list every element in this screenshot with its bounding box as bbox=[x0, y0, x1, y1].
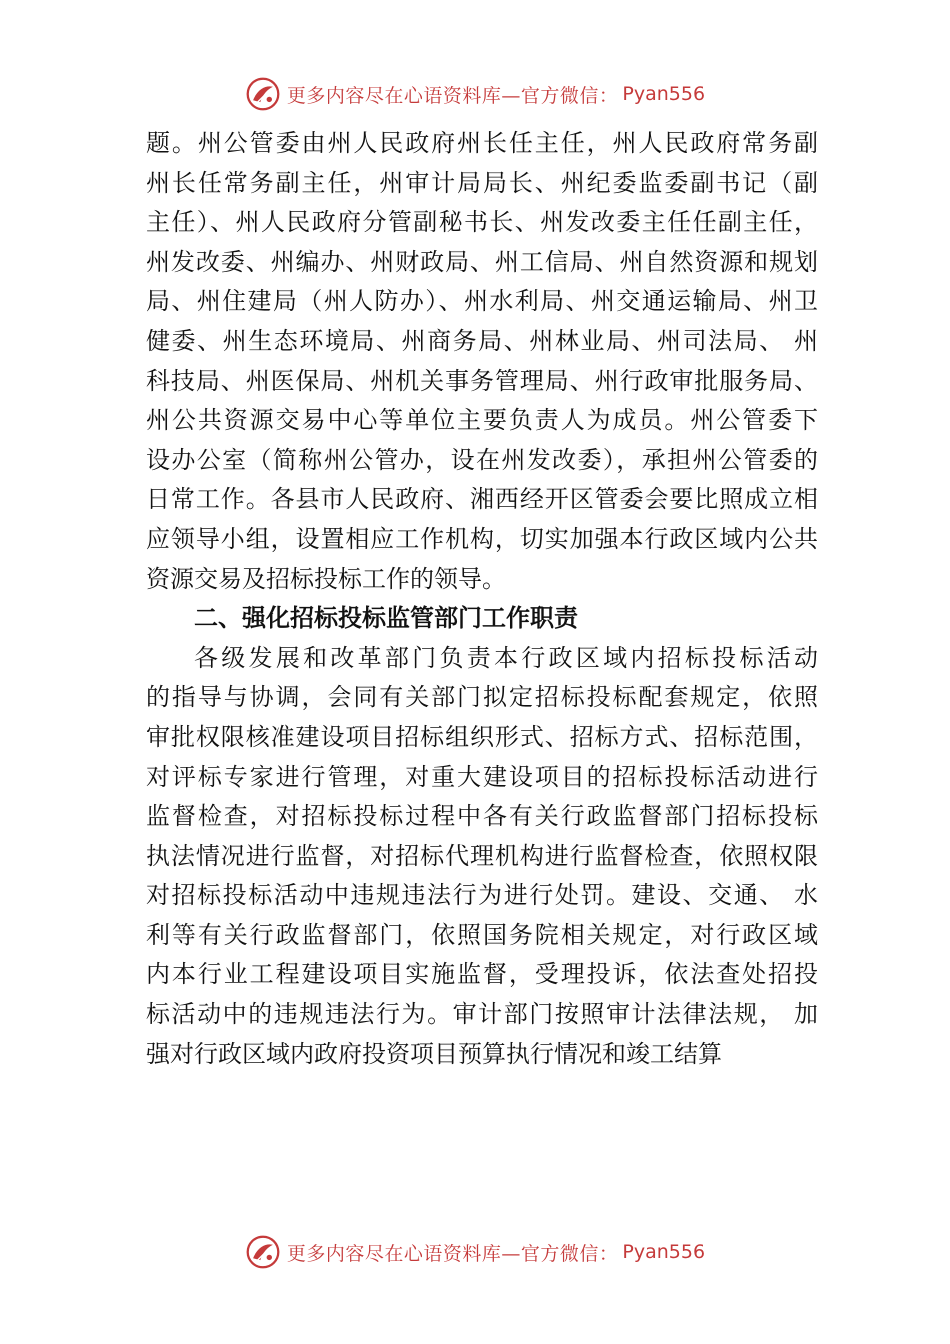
logo-icon bbox=[245, 76, 281, 112]
text-line: 审批权限核准建设项目招标组织形式、招标方式、招标范围， bbox=[146, 722, 818, 751]
text-line: 对招标投标活动中违规违法行为进行处罚。建设、交通、 水 bbox=[146, 881, 818, 910]
text-line: 的指导与协调，会同有关部门拟定招标投标配套规定，依照 bbox=[146, 683, 818, 712]
text-line: 内本行业工程建设项目实施监督，受理投诉，依法查处招投 bbox=[146, 960, 818, 989]
footer-banner bbox=[0, 1230, 950, 1274]
text-line: 应领导小组，设置相应工作机构，切实加强本行政区域内公共 bbox=[146, 524, 818, 553]
banner-wechat-id: Pyan556 bbox=[622, 83, 706, 105]
text-line: 执法情况进行监督，对招标代理机构进行监督检查，依照权限 bbox=[146, 841, 818, 870]
text-line: 标活动中的违规违法行为。审计部门按照审计法律法规， 加 bbox=[146, 1000, 818, 1029]
text-line: 监督检查，对招标投标过程中各有关行政监督部门招标投标 bbox=[146, 802, 818, 831]
banner-text: 更多内容尽在心语资料库—官方微信： bbox=[286, 84, 619, 107]
banner-text: 更多内容尽在心语资料库—官方微信： bbox=[286, 1242, 619, 1265]
section-heading: 二、强化招标投标监管部门工作职责 bbox=[194, 604, 578, 633]
logo-icon bbox=[245, 1234, 281, 1270]
text-line: 州发改委、州编办、州财政局、州工信局、州自然资源和规划 bbox=[146, 247, 818, 276]
text-line: 利等有关行政监督部门，依照国务院相关规定，对行政区域 bbox=[146, 920, 818, 949]
text-line: 强对行政区域内政府投资项目预算执行情况和竣工结算 bbox=[146, 1039, 722, 1068]
document-body bbox=[146, 124, 818, 1074]
text-line: 日常工作。各县市人民政府、湘西经开区管委会要比照成立相 bbox=[146, 485, 818, 514]
text-line: 主任）、州人民政府分管副秘书长、州发改委主任任副主任， bbox=[146, 208, 818, 237]
text-line: 科技局、州医保局、州机关事务管理局、州行政审批服务局、 bbox=[146, 366, 818, 395]
text-line: 州长任常务副主任，州审计局局长、州纪委监委副书记（副 bbox=[146, 168, 818, 197]
header-banner bbox=[0, 72, 950, 116]
text-line: 健委、州生态环境局、州商务局、州林业局、州司法局、 州 bbox=[146, 326, 818, 355]
banner-wechat-id: Pyan556 bbox=[622, 1241, 706, 1263]
text-line: 局、州住建局（州人防办）、州水利局、州交通运输局、州卫 bbox=[146, 287, 818, 316]
text-line: 资源交易及招标投标工作的领导。 bbox=[146, 564, 506, 593]
text-line: 对评标专家进行管理，对重大建设项目的招标投标活动进行 bbox=[146, 762, 818, 791]
text-line: 题。州公管委由州人民政府州长任主任，州人民政府常务副 bbox=[146, 129, 818, 157]
text-line: 设办公室（简称州公管办，设在州发改委），承担州公管委的 bbox=[146, 445, 818, 474]
text-line: 州公共资源交易中心等单位主要负责人为成员。州公管委下 bbox=[146, 406, 818, 435]
text-line: 各级发展和改革部门负责本行政区域内招标投标活动 bbox=[194, 643, 818, 672]
paragraph-2 bbox=[146, 639, 818, 1075]
paragraph-1 bbox=[146, 124, 818, 599]
